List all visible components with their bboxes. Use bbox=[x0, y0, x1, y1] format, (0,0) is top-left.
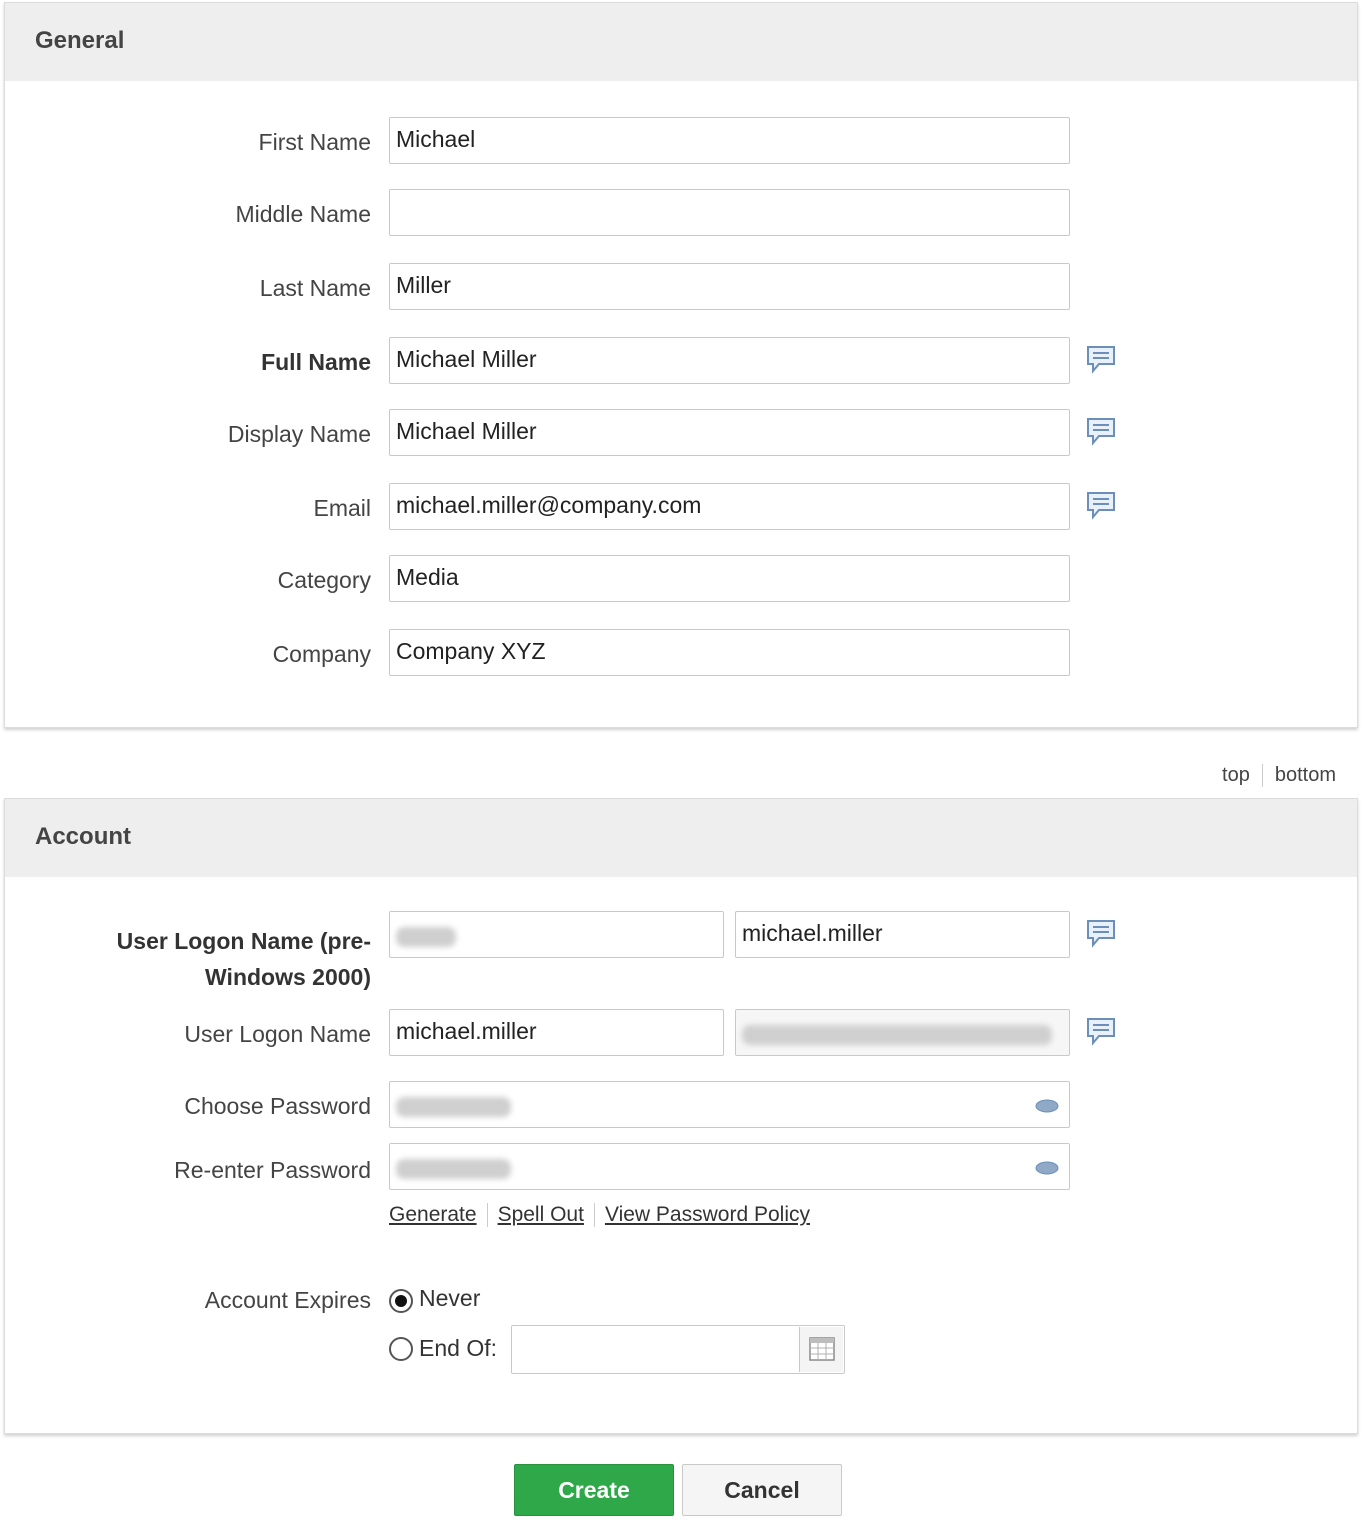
eye-icon[interactable] bbox=[1035, 1161, 1059, 1175]
first-name-input[interactable]: Michael bbox=[389, 117, 1070, 164]
eye-icon[interactable] bbox=[1035, 1099, 1059, 1113]
account-expires-label: Account Expires bbox=[204, 1287, 371, 1313]
spell-out-link[interactable]: Spell Out bbox=[487, 1203, 594, 1227]
comment-icon[interactable] bbox=[1085, 917, 1117, 949]
middle-name-label: Middle Name bbox=[235, 201, 371, 227]
account-panel bbox=[4, 798, 1358, 1434]
company-input[interactable]: Company XYZ bbox=[389, 629, 1070, 676]
comment-icon[interactable] bbox=[1085, 489, 1117, 521]
company-label: Company bbox=[272, 641, 371, 667]
never-radio-label: Never bbox=[419, 1285, 481, 1311]
last-name-label: Last Name bbox=[259, 275, 371, 301]
reenter-password-input[interactable] bbox=[389, 1143, 1070, 1190]
choose-password-label: Choose Password bbox=[184, 1093, 371, 1119]
domain-prefix-input[interactable] bbox=[389, 911, 724, 958]
email-label: Email bbox=[313, 495, 371, 521]
upn-suffix-select[interactable] bbox=[735, 1009, 1070, 1056]
general-panel bbox=[4, 2, 1358, 728]
calendar-icon bbox=[808, 1335, 836, 1363]
logon-pre2000-label: User Logon Name (pre- Windows 2000) bbox=[116, 928, 371, 990]
logon-name-input[interactable]: michael.miller bbox=[389, 1009, 724, 1056]
redacted-value bbox=[742, 1025, 1052, 1045]
cancel-button[interactable]: Cancel bbox=[682, 1464, 842, 1516]
reenter-password-label: Re-enter Password bbox=[174, 1157, 371, 1183]
full-name-label: Full Name bbox=[261, 349, 371, 375]
comment-icon[interactable] bbox=[1085, 343, 1117, 375]
section-nav bbox=[1210, 764, 1348, 787]
account-title: Account bbox=[35, 823, 131, 850]
general-header bbox=[5, 3, 1357, 81]
general-title: General bbox=[35, 27, 125, 54]
view-password-policy-link[interactable]: View Password Policy bbox=[594, 1203, 820, 1227]
redacted-value bbox=[396, 1097, 511, 1117]
comment-icon[interactable] bbox=[1085, 1015, 1117, 1047]
display-name-label: Display Name bbox=[227, 421, 371, 447]
choose-password-input[interactable] bbox=[389, 1081, 1070, 1128]
email-input[interactable]: michael.miller@company.com bbox=[389, 483, 1070, 530]
logon-name-label: User Logon Name bbox=[184, 1021, 371, 1047]
category-label: Category bbox=[277, 567, 371, 593]
display-name-input[interactable]: Michael Miller bbox=[389, 409, 1070, 456]
end-of-radio[interactable] bbox=[389, 1337, 413, 1361]
end-of-date-input[interactable] bbox=[511, 1325, 845, 1374]
middle-name-input[interactable] bbox=[389, 189, 1070, 236]
redacted-value bbox=[396, 1159, 511, 1179]
category-input[interactable]: Media bbox=[389, 555, 1070, 602]
redacted-value bbox=[396, 927, 456, 947]
full-name-input[interactable]: Michael Miller bbox=[389, 337, 1070, 384]
comment-icon[interactable] bbox=[1085, 415, 1117, 447]
account-header bbox=[5, 799, 1357, 877]
top-link[interactable]: top bbox=[1222, 764, 1250, 786]
end-of-radio-label: End Of: bbox=[419, 1335, 497, 1361]
calendar-button[interactable] bbox=[799, 1327, 843, 1372]
generate-link[interactable]: Generate bbox=[389, 1203, 477, 1226]
logon-pre2000-input[interactable]: michael.miller bbox=[735, 911, 1070, 958]
password-links bbox=[389, 1203, 820, 1227]
create-button[interactable]: Create bbox=[514, 1464, 674, 1516]
bottom-link[interactable]: bottom bbox=[1262, 764, 1348, 787]
never-radio[interactable] bbox=[389, 1289, 413, 1313]
last-name-input[interactable]: Miller bbox=[389, 263, 1070, 310]
first-name-label: First Name bbox=[258, 129, 371, 155]
